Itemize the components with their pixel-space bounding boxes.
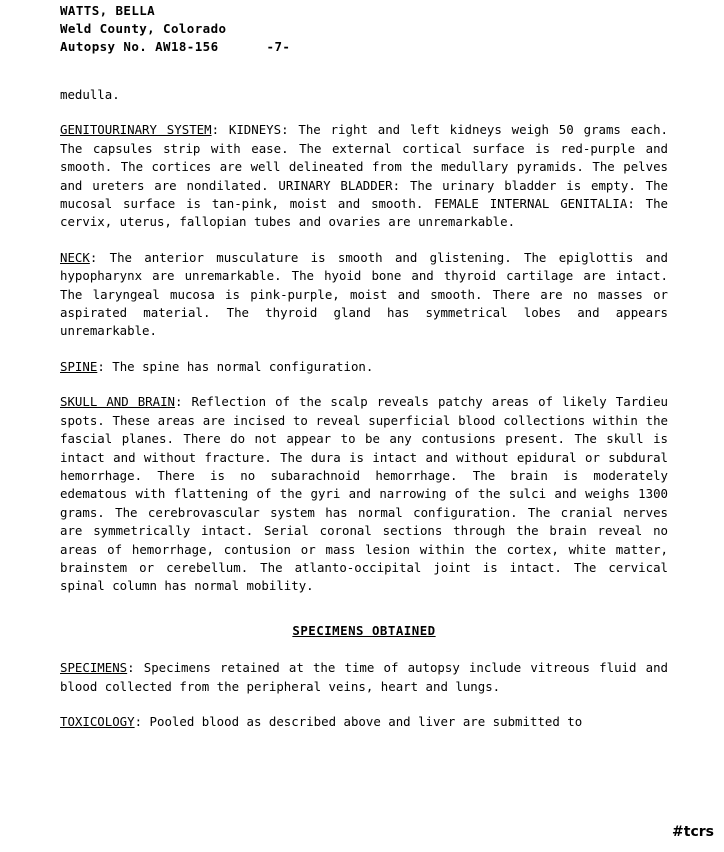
- jurisdiction: Weld County, Colorado: [60, 21, 227, 36]
- watermark: #tcrs: [672, 824, 714, 840]
- paragraph-spine: [60, 358, 668, 376]
- decedent-name: WATTS, BELLA: [60, 3, 156, 18]
- paragraph-toxicology: [60, 713, 668, 731]
- paragraph-specimens: [60, 659, 668, 696]
- paragraph-text: : Specimens retained at the time of autopsy include vitreous fluid and blood collected from the peripheral veins, heart and lungs.: [60, 660, 668, 694]
- autopsy-number-row: [60, 38, 668, 56]
- paragraph-label: SPECIMENS: [60, 660, 128, 676]
- paragraph-skull-and-brain: [60, 393, 668, 595]
- paragraph-text: : The anterior musculature is smooth and glistening. The epiglottis and hypopharynx are unremarkable. The hyoid bone and thyroid cartilage are intact. The laryngeal mucosa is pink-purple, moist and smooth. There are no masses or aspirated material. The thyroid gland has symmetrical lobes and appears unremarkable.: [60, 249, 668, 339]
- section-heading: SPECIMENS OBTAINED: [292, 622, 436, 638]
- document-header: [60, 0, 668, 56]
- paragraph-text: : Pooled blood as described above and liver are submitted to: [134, 713, 583, 729]
- paragraph-medulla: [60, 86, 668, 104]
- autopsy-number: Autopsy No. AW18-156: [60, 39, 219, 54]
- paragraph-label: NECK: [60, 249, 90, 265]
- paragraph-text: : The spine has normal configuration.: [97, 358, 374, 374]
- paragraph-label: SPINE: [60, 358, 98, 374]
- paragraph-text: medulla.: [60, 87, 120, 102]
- document-body: [60, 86, 668, 731]
- paragraph-label: TOXICOLOGY: [60, 713, 135, 729]
- paragraph-genitourinary: [60, 121, 668, 231]
- page-number: -7-: [266, 39, 291, 54]
- paragraph-label: GENITOURINARY SYSTEM: [60, 122, 212, 138]
- paragraph-neck: [60, 249, 668, 341]
- paragraph-text: : KIDNEYS: The right and left kidneys weigh 50 grams each. The capsules strip with ease. The external cortical surface is red-purple and smooth. The cortices are well delineated from the medullary pyramids. The pelves and ureters are nondilated. URINARY BLADDER: The urinary bladder is empty. The mucosal surface is tan-pink, moist and smooth. FEMALE INTERNAL GENITALIA: The cervix, uterus, fallopian tubes and ovaries are unremarkable.: [60, 122, 668, 230]
- paragraph-text: : Reflection of the scalp reveals patchy areas of likely Tardieu spots. These areas are incised to reveal superficial blood collections within the fascial planes. There do not appear to be any contusions present. The skull is intact and without fracture. The dura is intact and without epidural or subdural hemorrhage. There is no subarachnoid hemorrhage. The brain is moderately edematous with flattening of the gyri and narrowing of the sulci and weighs 1300 grams. The cerebrovascular system has normal configuration. The cranial nerves are symmetrically intact. Serial coronal sections through the brain reveal no areas of hemorrhage, contusion or mass lesion within the cortex, white matter, brainstem or cerebellum. The atlanto-occipital joint is intact. The cervical spinal column has normal mobility.: [60, 394, 668, 594]
- paragraph-label: SKULL AND BRAIN: [60, 394, 176, 410]
